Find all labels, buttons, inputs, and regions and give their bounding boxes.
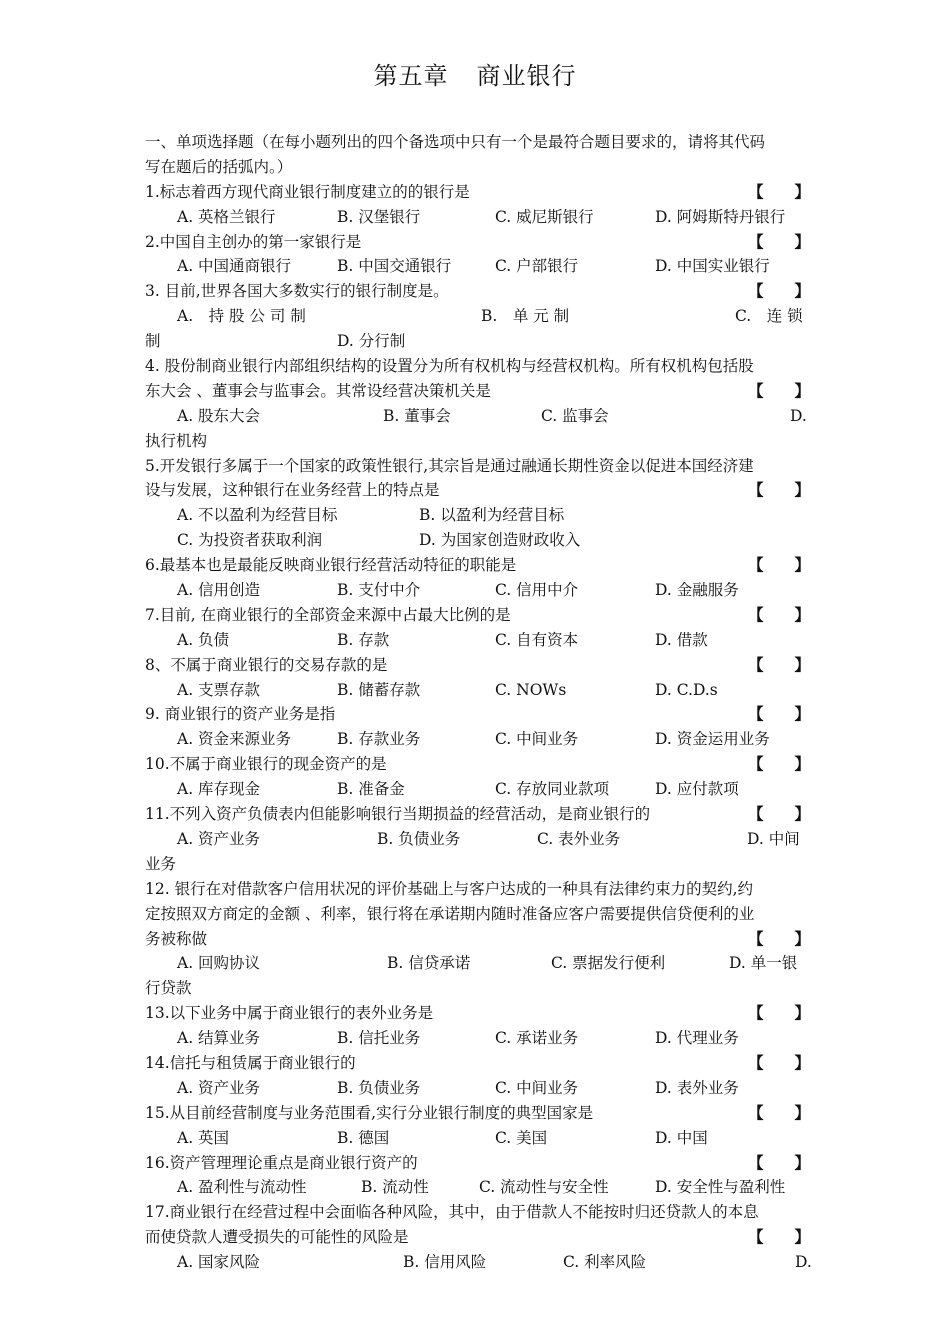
- option-c: C. 信用中介: [495, 581, 579, 600]
- question-15: 15.从目前经营制度与业务范围看,实行分业银行制度的典型国家是 【 】: [145, 1101, 810, 1126]
- option-a: A. 英国: [177, 1128, 230, 1147]
- options-3: [145, 304, 810, 329]
- option-a: A. 负债: [177, 630, 230, 649]
- options-17: [145, 1250, 810, 1275]
- option-c: C. 威尼斯银行: [495, 207, 594, 226]
- options-4: [145, 404, 810, 429]
- question-5-line-1: 5.开发银行多属于一个国家的政策性银行,其宗旨是通过融通长期性资金以促进本国经济建: [145, 456, 754, 475]
- chapter-name: 商业银行: [476, 62, 577, 90]
- option-d: D. 代理业务: [655, 1029, 739, 1048]
- options-5-ab: [145, 503, 810, 528]
- option-d: D. 分行制: [337, 332, 406, 351]
- option-d: D.: [795, 1253, 812, 1272]
- option-d: D.: [790, 406, 807, 425]
- options-14: [145, 1076, 810, 1101]
- option-c: C. 中间业务: [495, 730, 579, 749]
- option-d-continued: 执行机构: [145, 431, 208, 450]
- option-a: A. 库存现金: [177, 780, 261, 799]
- option-b: B. 汉堡银行: [337, 207, 421, 226]
- answer-bracket: 【 】: [747, 1052, 810, 1072]
- answer-bracket: 【 】: [747, 480, 810, 500]
- question-12-line-1: 12. 银行在对借款客户信用状况的评价基础上与客户达成的一种具有法律约束力的契约,约: [145, 879, 754, 898]
- question-17-line-1: 17.商业银行在经营过程中会面临各种风险，其中，由于借款人不能按时归还贷款人的本息: [145, 1203, 759, 1222]
- options-10: [145, 777, 810, 802]
- options-16: [145, 1175, 810, 1200]
- option-b: B. 以盈利为经营目标: [419, 506, 565, 525]
- option-a: A. 持 股 公 司 制: [177, 307, 306, 326]
- option-b: B. 流动性: [361, 1178, 429, 1197]
- question-13: 13.以下业务中属于商业银行的表外业务是 【 】: [145, 1001, 810, 1026]
- chapter-number: 第五章: [373, 62, 449, 90]
- option-c: C. 流动性与安全性: [479, 1178, 609, 1197]
- options-11: [145, 827, 810, 852]
- question-list: [145, 130, 810, 1275]
- options-1: [145, 205, 810, 230]
- options-8: [145, 678, 810, 703]
- option-a: A. 英格兰银行: [177, 207, 276, 226]
- answer-bracket: 【 】: [747, 181, 810, 201]
- option-a: A. 资产业务: [177, 1078, 261, 1097]
- option-c: C. 利率风险: [563, 1253, 647, 1272]
- question-1: 1.标志着西方现代商业银行制度建立的的银行是 【 】: [145, 180, 810, 205]
- option-d: D. 中国实业银行: [655, 257, 770, 276]
- option-b: B. 信贷承诺: [387, 954, 471, 973]
- option-a: A. 盈利性与流动性: [177, 1178, 307, 1197]
- question-10: 10.不属于商业银行的现金资产的是 【 】: [145, 752, 810, 777]
- option-c: C. 美国: [495, 1128, 548, 1147]
- answer-bracket: 【 】: [747, 1102, 810, 1122]
- question-4-line-2: 东大会 、董事会与监事会。其常设经营决策机关是 【 】: [145, 379, 810, 404]
- option-b: B. 存款: [337, 630, 390, 649]
- answer-bracket: 【 】: [747, 555, 810, 575]
- option-c: C. 中间业务: [495, 1078, 579, 1097]
- option-b: B. 存款业务: [337, 730, 421, 749]
- option-a: A. 信用创造: [177, 581, 261, 600]
- options-12: [145, 951, 810, 976]
- option-a: A. 支票存款: [177, 680, 261, 699]
- option-c-continued: 制: [145, 332, 161, 351]
- option-c: C. 存放同业款项: [495, 780, 610, 799]
- question-8: 8、不属于商业银行的交易存款的是 【 】: [145, 653, 810, 678]
- section-heading-line-2: 写在题后的括弧内。）: [145, 157, 293, 176]
- option-c: C. 户部银行: [495, 257, 579, 276]
- option-d: D. 安全性与盈利性: [655, 1178, 786, 1197]
- question-12-line-2: 定按照双方商定的金额 、利率，银行将在承诺期内随时准备应客户需要提供信贷便利的业: [145, 904, 755, 923]
- options-3-continued: [145, 329, 810, 354]
- question-3: 3. 目前,世界各国大多数实行的银行制度是。 【 】: [145, 279, 810, 304]
- option-c: C. 监事会: [541, 406, 609, 425]
- option-b: B. 德国: [337, 1128, 390, 1147]
- answer-bracket: 【 】: [747, 654, 810, 674]
- answer-bracket: 【 】: [747, 804, 810, 824]
- option-d: D. 借款: [655, 630, 708, 649]
- option-b: B. 储蓄存款: [337, 680, 421, 699]
- question-4-line-1: 4. 股份制商业银行内部组织结构的设置分为所有权机构与经营权机构。所有权机构包括股: [145, 357, 754, 376]
- answer-bracket: 【 】: [747, 1003, 810, 1023]
- answer-bracket: 【 】: [747, 704, 810, 724]
- question-6: 6.最基本也是最能反映商业银行经营活动特征的职能是 【 】: [145, 553, 810, 578]
- option-d: D. C.D.s: [655, 680, 718, 699]
- option-a: A. 股东大会: [177, 406, 261, 425]
- section-heading-line-1: 一、单项选择题（在每小题列出的四个备选项中只有一个是最符合题目要求的，请将其代码: [145, 133, 766, 151]
- option-b: B. 信托业务: [337, 1029, 421, 1048]
- option-a: A. 回购协议: [177, 954, 261, 973]
- question-16: 16.资产管理理论重点是商业银行资产的 【 】: [145, 1151, 810, 1176]
- option-b: B. 负债业务: [377, 829, 461, 848]
- answer-bracket: 【 】: [747, 1152, 810, 1172]
- options-6: [145, 578, 810, 603]
- option-c: C. 连 锁: [735, 307, 803, 326]
- option-a: A. 中国通商银行: [177, 257, 292, 276]
- option-d: D. 为国家创造财政收入: [419, 531, 581, 550]
- option-d: D. 资金运用业务: [655, 730, 770, 749]
- option-b: B. 负债业务: [337, 1078, 421, 1097]
- option-b: B. 支付中介: [337, 581, 421, 600]
- option-d: D. 表外业务: [655, 1078, 739, 1097]
- question-2: 2.中国自主创办的第一家银行是 【 】: [145, 230, 810, 255]
- option-a: A. 结算业务: [177, 1029, 261, 1048]
- option-a: A. 国家风险: [177, 1253, 261, 1272]
- option-a: A. 资金来源业务: [177, 730, 292, 749]
- option-d: D. 应付款项: [655, 780, 739, 799]
- option-c: C. 票据发行便利: [551, 954, 666, 973]
- question-17-line-2: 而使贷款人遭受损失的可能性的风险是 【 】: [145, 1225, 810, 1250]
- option-b: B. 单 元 制: [481, 307, 570, 326]
- answer-bracket: 【 】: [747, 928, 810, 948]
- answer-bracket: 【 】: [747, 380, 810, 400]
- option-b: B. 中国交通银行: [337, 257, 452, 276]
- question-7: 7.目前, 在商业银行的全部资金来源中占最大比例的是 【 】: [145, 603, 810, 628]
- option-d-continued: 业务: [145, 854, 177, 873]
- options-13: [145, 1026, 810, 1051]
- option-c: C. NOWs: [495, 680, 567, 699]
- options-15: [145, 1126, 810, 1151]
- options-2: [145, 254, 810, 279]
- option-c: C. 承诺业务: [495, 1029, 579, 1048]
- option-d: D. 阿姆斯特丹银行: [655, 207, 786, 226]
- question-5-line-2: 设与发展，这种银行在业务经营上的特点是 【 】: [145, 478, 810, 503]
- option-d: D. 金融服务: [655, 581, 739, 600]
- answer-bracket: 【 】: [747, 1227, 810, 1247]
- question-11: 11.不列入资产负债表内但能影响银行当期损益的经营活动，是商业银行的 【 】: [145, 802, 810, 827]
- option-b: B. 准备金: [337, 780, 405, 799]
- option-d-continued: 行贷款: [145, 979, 192, 998]
- option-c: C. 自有资本: [495, 630, 579, 649]
- option-d: D. 单一银: [729, 954, 798, 973]
- option-d: D. 中国: [655, 1128, 708, 1147]
- option-c: C. 表外业务: [537, 829, 621, 848]
- answer-bracket: 【 】: [747, 231, 810, 251]
- option-b: B. 信用风险: [403, 1253, 487, 1272]
- answer-bracket: 【 】: [747, 604, 810, 624]
- options-5-cd: [145, 528, 810, 553]
- options-7: [145, 628, 810, 653]
- question-14: 14.信托与租赁属于商业银行的 【 】: [145, 1051, 810, 1076]
- option-b: B. 董事会: [383, 406, 451, 425]
- options-9: [145, 727, 810, 752]
- answer-bracket: 【 】: [747, 754, 810, 774]
- option-a: A. 不以盈利为经营目标: [177, 506, 338, 525]
- option-d: D. 中间: [747, 829, 800, 848]
- question-9: 9. 商业银行的资产业务是指 【 】: [145, 702, 810, 727]
- option-c: C. 为投资者获取利润: [177, 531, 323, 550]
- question-12-line-3: 务被称做 【 】: [145, 927, 810, 952]
- option-a: A. 资产业务: [177, 829, 261, 848]
- answer-bracket: 【 】: [747, 281, 810, 301]
- page-title: [0, 56, 950, 91]
